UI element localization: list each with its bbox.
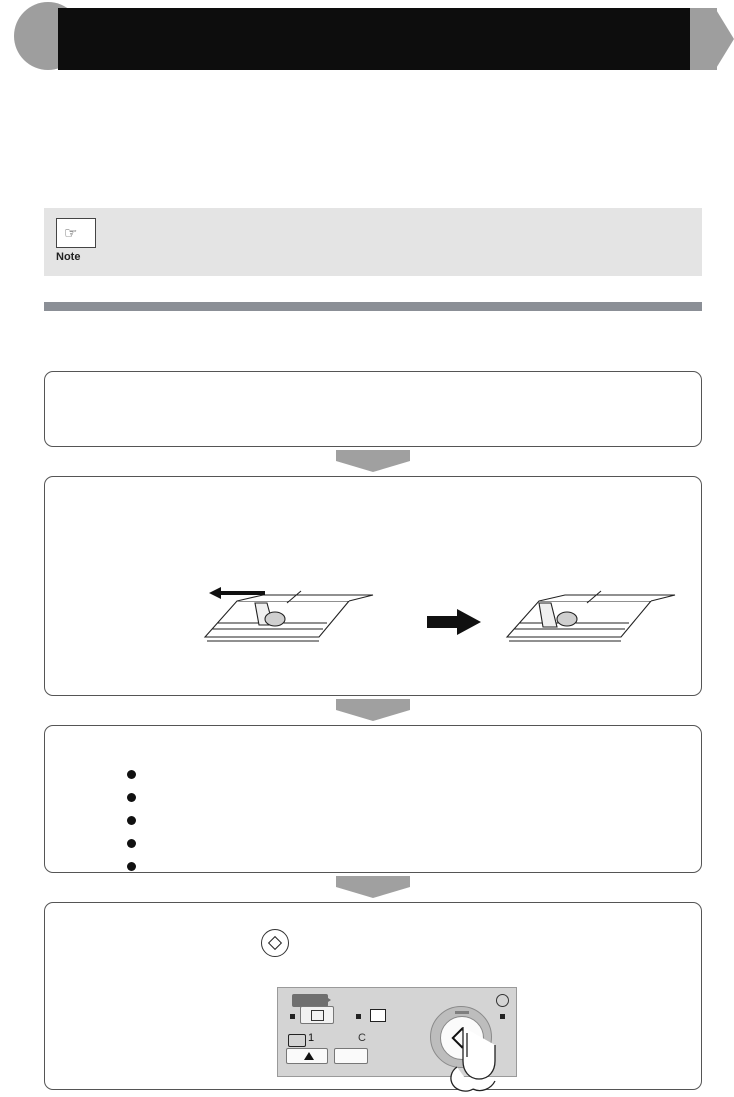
step-3-bullet-list: [105, 764, 705, 879]
paper-guide-illustration: [87, 585, 699, 663]
scan-mode-key[interactable]: [366, 1006, 392, 1026]
pointing-finger-illustration: [443, 1027, 499, 1093]
header-arrow-base: [690, 8, 717, 70]
bullet-icon: [127, 862, 136, 871]
copy-mode-key[interactable]: [300, 1006, 334, 1024]
panel-mode-arrow-icon: [322, 994, 331, 1006]
list-item: [105, 810, 705, 833]
header-arrow-icon: [715, 8, 734, 70]
section-divider: [44, 302, 702, 311]
indicator-lamp-icon: [356, 1014, 361, 1019]
indicator-lamp-icon: [500, 1014, 505, 1019]
flow-step-2: [44, 476, 702, 696]
copies-value: 1: [308, 1032, 315, 1044]
bullet-icon: [127, 793, 136, 802]
triangle-up-icon: [304, 1052, 314, 1060]
bullet-icon: [127, 770, 136, 779]
flow-step-3: [44, 725, 702, 873]
note-label: Note: [56, 251, 81, 263]
start-key-icon: [261, 929, 289, 957]
note-callout: [44, 208, 702, 276]
header-black-bar: [58, 8, 716, 70]
list-item: [105, 833, 705, 856]
up-arrow-key[interactable]: [286, 1048, 328, 1064]
start-ring-mark: [455, 1011, 469, 1014]
flow-step-1: [44, 371, 702, 447]
clear-key[interactable]: [334, 1048, 368, 1064]
flow-step-4: [44, 902, 702, 1090]
list-item: [105, 764, 705, 787]
power-icon: [496, 994, 509, 1007]
flow-arrow-1: [318, 450, 428, 472]
tray-illustration-svg: [87, 585, 699, 663]
indicator-lamp-icon: [290, 1014, 295, 1019]
page-header-banner: [0, 0, 734, 86]
flow-arrow-3: [318, 876, 428, 898]
clear-label: C: [358, 1032, 366, 1044]
pointing-hand-icon: ☞: [64, 225, 78, 242]
list-item: [105, 787, 705, 810]
bullet-icon: [127, 816, 136, 825]
bullet-icon: [127, 839, 136, 848]
flow-arrow-2: [318, 699, 428, 721]
paper-tray-icon: [288, 1034, 306, 1047]
note-hand-icon: [56, 218, 96, 248]
